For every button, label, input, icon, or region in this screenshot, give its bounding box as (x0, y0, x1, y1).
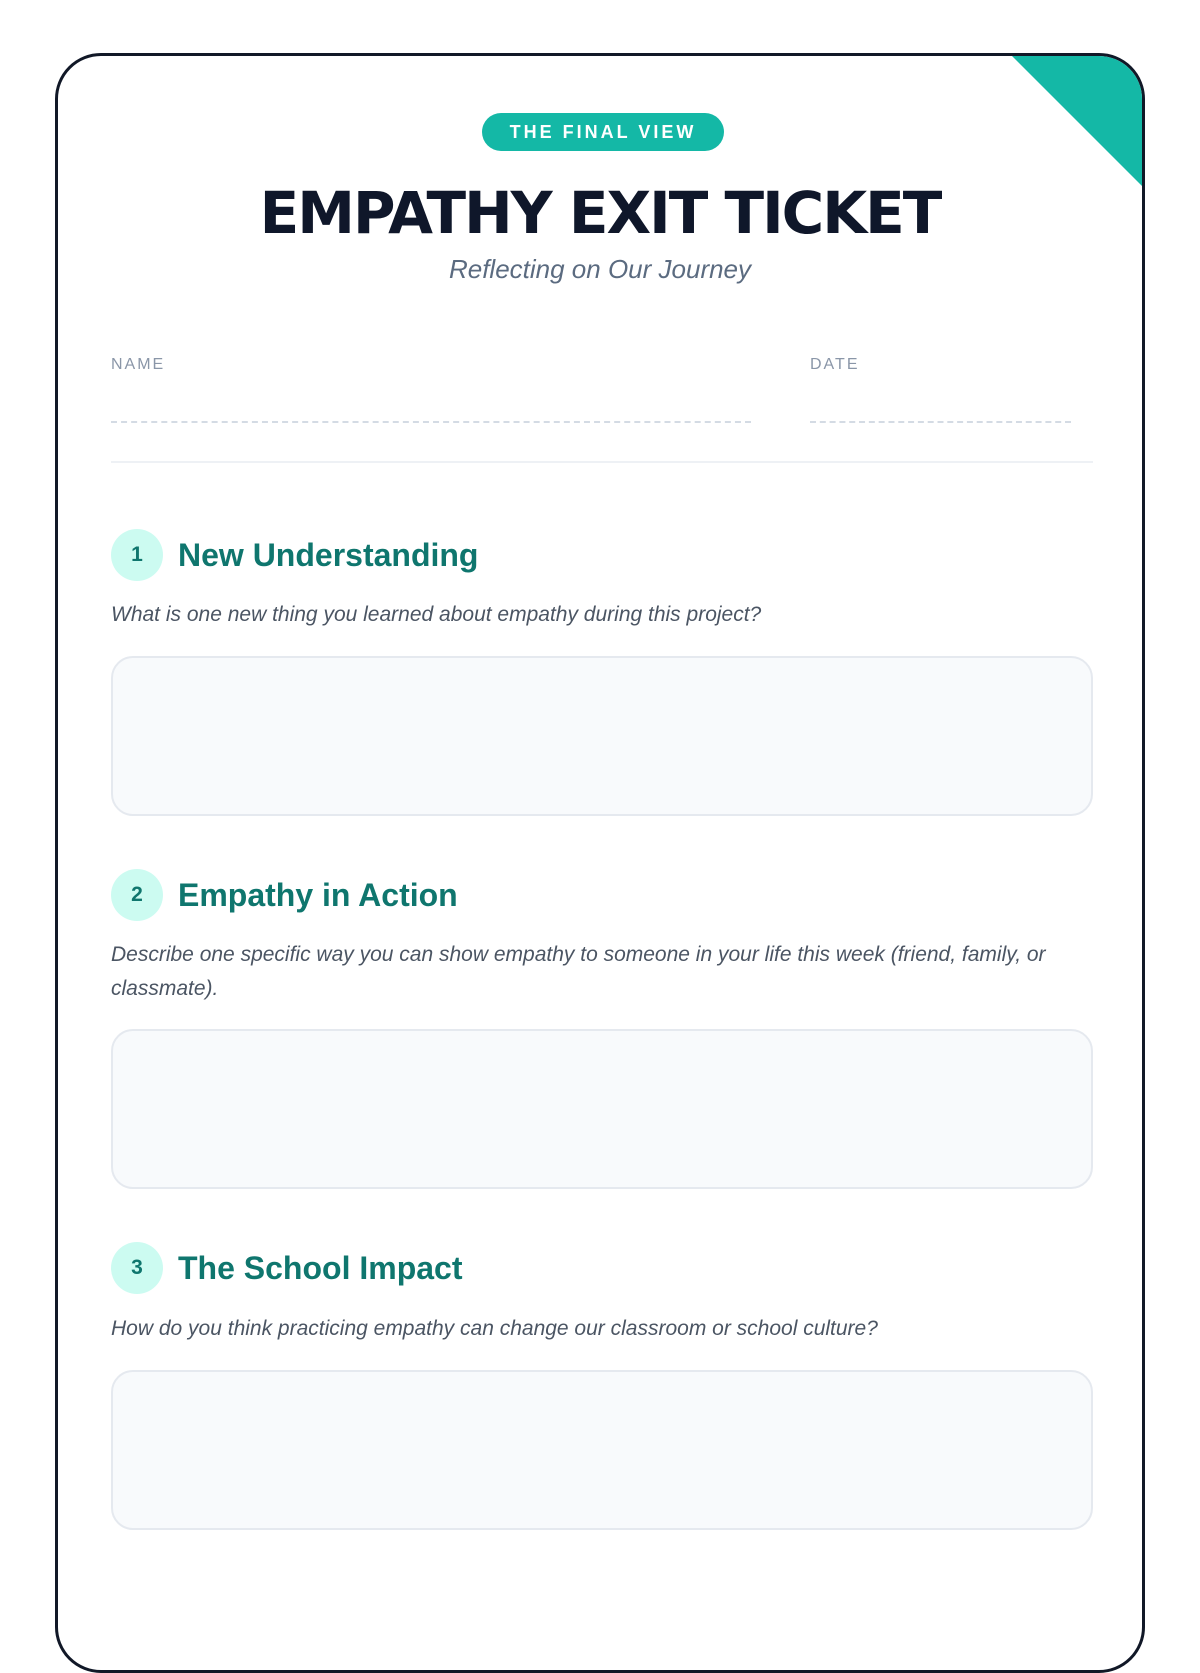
question-1-number: 1 (111, 529, 163, 581)
name-label: NAME (111, 356, 166, 373)
question-3-title: The School Impact (178, 1250, 463, 1286)
question-1-answer-box[interactable] (111, 656, 1093, 816)
question-1-prompt: What is one new thing you learned about empathy during this project? (111, 603, 762, 626)
corner-accent (1012, 56, 1142, 186)
question-2-prompt: Describe one specific way you can show empathy to someone in your life this week (friend, family, or classmate). (111, 943, 1046, 1000)
question-2-title: Empathy in Action (178, 877, 458, 913)
question-1-title: New Understanding (178, 537, 479, 573)
name-field[interactable] (111, 421, 751, 423)
header-badge: THE FINAL VIEW (482, 113, 724, 151)
exit-ticket-card (55, 53, 1145, 1673)
section-divider (111, 461, 1093, 463)
question-3-answer-box[interactable] (111, 1370, 1093, 1530)
page-title: EMPATHY EXIT TICKET (259, 179, 941, 247)
question-3-number: 3 (111, 1242, 163, 1294)
date-label: DATE (810, 356, 860, 373)
question-2-number: 2 (111, 869, 163, 921)
date-field[interactable] (810, 421, 1071, 423)
question-2-answer-box[interactable] (111, 1029, 1093, 1189)
page-subtitle: Reflecting on Our Journey (448, 254, 752, 284)
question-3-prompt: How do you think practicing empathy can change our classroom or school culture? (111, 1317, 878, 1340)
